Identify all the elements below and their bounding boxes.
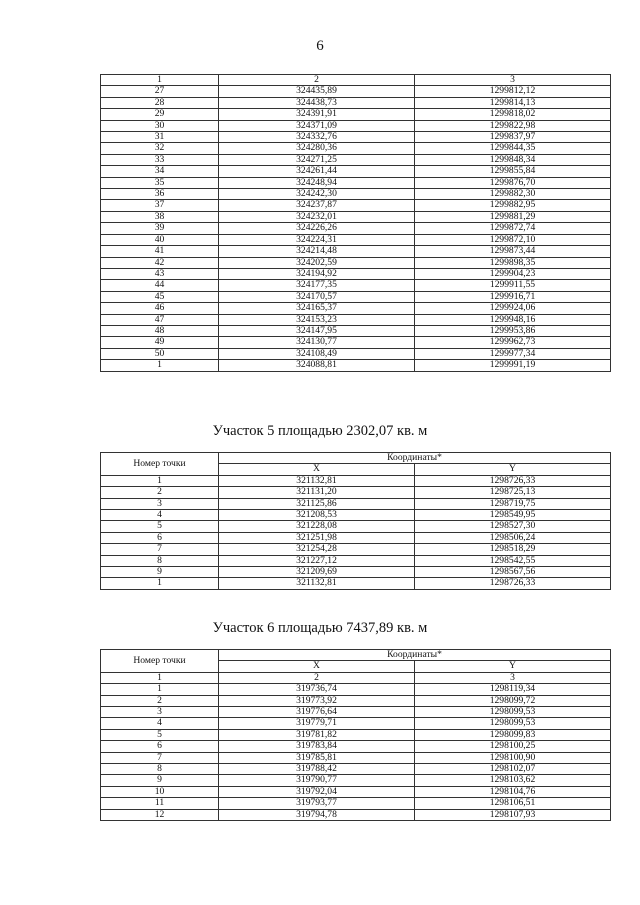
y-coordinate-cell: 1299848,34	[415, 154, 611, 165]
point-number-cell: 2	[101, 487, 219, 498]
x-coordinate-cell: 321132,81	[219, 475, 415, 486]
y-coordinate-cell: 1298506,24	[415, 532, 611, 543]
x-coordinate-cell: 319785,81	[219, 752, 415, 763]
y-coordinate-cell: 1299812,12	[415, 86, 611, 97]
x-coordinate-cell: 324177,35	[219, 280, 415, 291]
point-number-cell: 5	[101, 729, 219, 740]
table-row	[101, 154, 611, 165]
section-5-coordinates-table	[100, 452, 611, 590]
x-header: X	[219, 464, 415, 475]
table-row	[101, 809, 611, 820]
x-coordinate-cell: 324391,91	[219, 109, 415, 120]
point-number-header: Номер точки	[101, 453, 219, 476]
y-coordinate-cell: 1298104,76	[415, 786, 611, 797]
y-coordinate-cell: 1299872,10	[415, 234, 611, 245]
section-6-coordinates-table	[100, 649, 611, 821]
x-coordinate-cell: 324332,76	[219, 132, 415, 143]
y-coordinate-cell: 1299818,02	[415, 109, 611, 120]
table-row	[101, 510, 611, 521]
y-coordinate-cell: 1298119,34	[415, 684, 611, 695]
y-coordinate-cell: 1299904,23	[415, 268, 611, 279]
x-coordinate-cell: 324371,09	[219, 120, 415, 131]
table-row	[101, 567, 611, 578]
y-coordinate-cell: 1298099,53	[415, 707, 611, 718]
point-number-cell: 47	[101, 314, 219, 325]
y-coordinate-cell: 1298719,75	[415, 498, 611, 509]
x-coordinate-cell: 324224,31	[219, 234, 415, 245]
y-coordinate-cell: 1299881,29	[415, 211, 611, 222]
point-number-cell: 11	[101, 798, 219, 809]
y-coordinate-cell: 1299898,35	[415, 257, 611, 268]
point-number-cell: 1	[101, 578, 219, 589]
y-coordinate-cell: 1299837,97	[415, 132, 611, 143]
point-number-cell: 1	[101, 360, 219, 371]
point-number-cell: 4	[101, 510, 219, 521]
point-number-cell: 35	[101, 177, 219, 188]
column-number-row	[101, 75, 611, 86]
x-coordinate-cell: 321131,20	[219, 487, 415, 498]
table-row	[101, 97, 611, 108]
table-row	[101, 695, 611, 706]
y-coordinate-cell: 1298725,13	[415, 487, 611, 498]
point-number-cell: 44	[101, 280, 219, 291]
point-number-cell: 30	[101, 120, 219, 131]
point-number-cell: 43	[101, 268, 219, 279]
y-coordinate-cell: 1298549,95	[415, 510, 611, 521]
point-number-cell: 48	[101, 325, 219, 336]
y-coordinate-cell: 1299873,44	[415, 246, 611, 257]
table-row	[101, 521, 611, 532]
column-number-2: 2	[219, 672, 415, 683]
y-coordinate-cell: 1299882,95	[415, 200, 611, 211]
table-row	[101, 303, 611, 314]
table-row	[101, 348, 611, 359]
table-row	[101, 475, 611, 486]
table-row	[101, 764, 611, 775]
y-coordinate-cell: 1298542,55	[415, 555, 611, 566]
table-row	[101, 741, 611, 752]
table-row	[101, 775, 611, 786]
table-row	[101, 280, 611, 291]
point-number-cell: 31	[101, 132, 219, 143]
point-number-cell: 38	[101, 211, 219, 222]
x-coordinate-cell: 321208,53	[219, 510, 415, 521]
y-coordinate-cell: 1298106,51	[415, 798, 611, 809]
point-number-cell: 6	[101, 532, 219, 543]
x-coordinate-cell: 321132,81	[219, 578, 415, 589]
x-coordinate-cell: 324130,77	[219, 337, 415, 348]
y-coordinate-cell: 1299916,71	[415, 291, 611, 302]
column-number-row	[101, 672, 611, 683]
point-number-cell: 7	[101, 544, 219, 555]
y-coordinate-cell: 1299911,55	[415, 280, 611, 291]
y-coordinate-cell: 1299962,73	[415, 337, 611, 348]
table-row	[101, 360, 611, 371]
y-coordinate-cell: 1298527,30	[415, 521, 611, 532]
y-coordinate-cell: 1299876,70	[415, 177, 611, 188]
y-coordinate-cell: 1298726,33	[415, 578, 611, 589]
table-row	[101, 532, 611, 543]
table-row	[101, 684, 611, 695]
y-coordinate-cell: 1298567,56	[415, 567, 611, 578]
x-coordinate-cell: 319736,74	[219, 684, 415, 695]
y-coordinate-cell: 1299855,84	[415, 166, 611, 177]
x-coordinate-cell: 321209,69	[219, 567, 415, 578]
y-coordinate-cell: 1299977,34	[415, 348, 611, 359]
table-row	[101, 86, 611, 97]
x-coordinate-cell: 324202,59	[219, 257, 415, 268]
column-number-3: 3	[415, 672, 611, 683]
x-coordinate-cell: 324108,49	[219, 348, 415, 359]
coordinates-table-continued	[100, 74, 611, 372]
x-coordinate-cell: 319781,82	[219, 729, 415, 740]
table-row	[101, 234, 611, 245]
coordinates-header: Координаты*	[219, 453, 611, 464]
table-row	[101, 246, 611, 257]
y-coordinate-cell: 1299882,30	[415, 189, 611, 200]
x-coordinate-cell: 324214,48	[219, 246, 415, 257]
x-coordinate-cell: 324435,89	[219, 86, 415, 97]
table-row	[101, 189, 611, 200]
point-number-cell: 33	[101, 154, 219, 165]
x-coordinate-cell: 319790,77	[219, 775, 415, 786]
point-number-cell: 3	[101, 498, 219, 509]
table-row	[101, 786, 611, 797]
point-number-cell: 12	[101, 809, 219, 820]
x-coordinate-cell: 319792,04	[219, 786, 415, 797]
point-number-cell: 37	[101, 200, 219, 211]
table-row	[101, 544, 611, 555]
x-coordinate-cell: 321125,86	[219, 498, 415, 509]
x-coordinate-cell: 324165,37	[219, 303, 415, 314]
table-row	[101, 120, 611, 131]
table-row	[101, 291, 611, 302]
table-row	[101, 132, 611, 143]
x-coordinate-cell: 324242,30	[219, 189, 415, 200]
y-coordinate-cell: 1298107,93	[415, 809, 611, 820]
y-coordinate-cell: 1298518,29	[415, 544, 611, 555]
point-number-cell: 10	[101, 786, 219, 797]
table-row	[101, 211, 611, 222]
point-number-header: Номер точки	[101, 650, 219, 673]
table-row	[101, 798, 611, 809]
y-coordinate-cell: 1299822,98	[415, 120, 611, 131]
x-coordinate-cell: 319783,84	[219, 741, 415, 752]
x-coordinate-cell: 319776,64	[219, 707, 415, 718]
x-coordinate-cell: 324261,44	[219, 166, 415, 177]
y-coordinate-cell: 1299991,19	[415, 360, 611, 371]
point-number-cell: 7	[101, 752, 219, 763]
y-coordinate-cell: 1298726,33	[415, 475, 611, 486]
x-coordinate-cell: 324170,57	[219, 291, 415, 302]
x-coordinate-cell: 324271,25	[219, 154, 415, 165]
y-header: Y	[415, 661, 611, 672]
y-coordinate-cell: 1299814,13	[415, 97, 611, 108]
x-coordinate-cell: 319773,92	[219, 695, 415, 706]
y-coordinate-cell: 1299953,86	[415, 325, 611, 336]
x-coordinate-cell: 324088,81	[219, 360, 415, 371]
x-coordinate-cell: 324226,26	[219, 223, 415, 234]
x-coordinate-cell: 321227,12	[219, 555, 415, 566]
table-row	[101, 325, 611, 336]
x-coordinate-cell: 324194,92	[219, 268, 415, 279]
section-6-title: Участок 6 площадью 7437,89 кв. м	[212, 620, 428, 636]
y-coordinate-cell: 1299872,74	[415, 223, 611, 234]
table-row	[101, 578, 611, 589]
table-row	[101, 729, 611, 740]
column-number-3: 3	[415, 75, 611, 86]
point-number-cell: 9	[101, 775, 219, 786]
point-number-cell: 41	[101, 246, 219, 257]
x-coordinate-cell: 324280,36	[219, 143, 415, 154]
column-number-1: 1	[101, 672, 219, 683]
point-number-cell: 4	[101, 718, 219, 729]
y-coordinate-cell: 1299924,06	[415, 303, 611, 314]
table-row	[101, 166, 611, 177]
x-coordinate-cell: 321251,98	[219, 532, 415, 543]
table-row	[101, 200, 611, 211]
table-row	[101, 498, 611, 509]
point-number-cell: 2	[101, 695, 219, 706]
point-number-cell: 6	[101, 741, 219, 752]
x-coordinate-cell: 319779,71	[219, 718, 415, 729]
y-coordinate-cell: 1298102,07	[415, 764, 611, 775]
table-row	[101, 314, 611, 325]
point-number-cell: 1	[101, 475, 219, 486]
y-coordinate-cell: 1298099,72	[415, 695, 611, 706]
point-number-cell: 36	[101, 189, 219, 200]
point-number-cell: 8	[101, 555, 219, 566]
point-number-cell: 29	[101, 109, 219, 120]
table-row	[101, 752, 611, 763]
y-coordinate-cell: 1298100,90	[415, 752, 611, 763]
y-coordinate-cell: 1299844,35	[415, 143, 611, 154]
column-number-1: 1	[101, 75, 219, 86]
table-row	[101, 223, 611, 234]
point-number-cell: 50	[101, 348, 219, 359]
x-coordinate-cell: 324438,73	[219, 97, 415, 108]
point-number-cell: 46	[101, 303, 219, 314]
x-coordinate-cell: 324147,95	[219, 325, 415, 336]
table-row	[101, 257, 611, 268]
point-number-cell: 32	[101, 143, 219, 154]
page-number: 6	[316, 38, 324, 54]
table-row	[101, 109, 611, 120]
point-number-cell: 28	[101, 97, 219, 108]
column-number-2: 2	[219, 75, 415, 86]
x-coordinate-cell: 319788,42	[219, 764, 415, 775]
coordinates-header: Координаты*	[219, 650, 611, 661]
x-coordinate-cell: 319794,78	[219, 809, 415, 820]
point-number-cell: 39	[101, 223, 219, 234]
point-number-cell: 1	[101, 684, 219, 695]
x-coordinate-cell: 324248,94	[219, 177, 415, 188]
point-number-cell: 5	[101, 521, 219, 532]
table-row	[101, 707, 611, 718]
y-coordinate-cell: 1298099,83	[415, 729, 611, 740]
point-number-cell: 3	[101, 707, 219, 718]
point-number-cell: 8	[101, 764, 219, 775]
table-row	[101, 268, 611, 279]
point-number-cell: 49	[101, 337, 219, 348]
x-coordinate-cell: 321254,28	[219, 544, 415, 555]
table-row	[101, 487, 611, 498]
table-row	[101, 143, 611, 154]
y-coordinate-cell: 1298099,53	[415, 718, 611, 729]
x-coordinate-cell: 319793,77	[219, 798, 415, 809]
x-header: X	[219, 661, 415, 672]
y-coordinate-cell: 1298103,62	[415, 775, 611, 786]
table-row	[101, 718, 611, 729]
y-header: Y	[415, 464, 611, 475]
y-coordinate-cell: 1298100,25	[415, 741, 611, 752]
point-number-cell: 45	[101, 291, 219, 302]
point-number-cell: 42	[101, 257, 219, 268]
point-number-cell: 27	[101, 86, 219, 97]
table-row	[101, 337, 611, 348]
point-number-cell: 40	[101, 234, 219, 245]
x-coordinate-cell: 324237,87	[219, 200, 415, 211]
point-number-cell: 9	[101, 567, 219, 578]
table-row	[101, 555, 611, 566]
point-number-cell: 34	[101, 166, 219, 177]
x-coordinate-cell: 321228,08	[219, 521, 415, 532]
table-row	[101, 177, 611, 188]
section-5-title: Участок 5 площадью 2302,07 кв. м	[212, 423, 428, 439]
x-coordinate-cell: 324153,23	[219, 314, 415, 325]
x-coordinate-cell: 324232,01	[219, 211, 415, 222]
y-coordinate-cell: 1299948,16	[415, 314, 611, 325]
